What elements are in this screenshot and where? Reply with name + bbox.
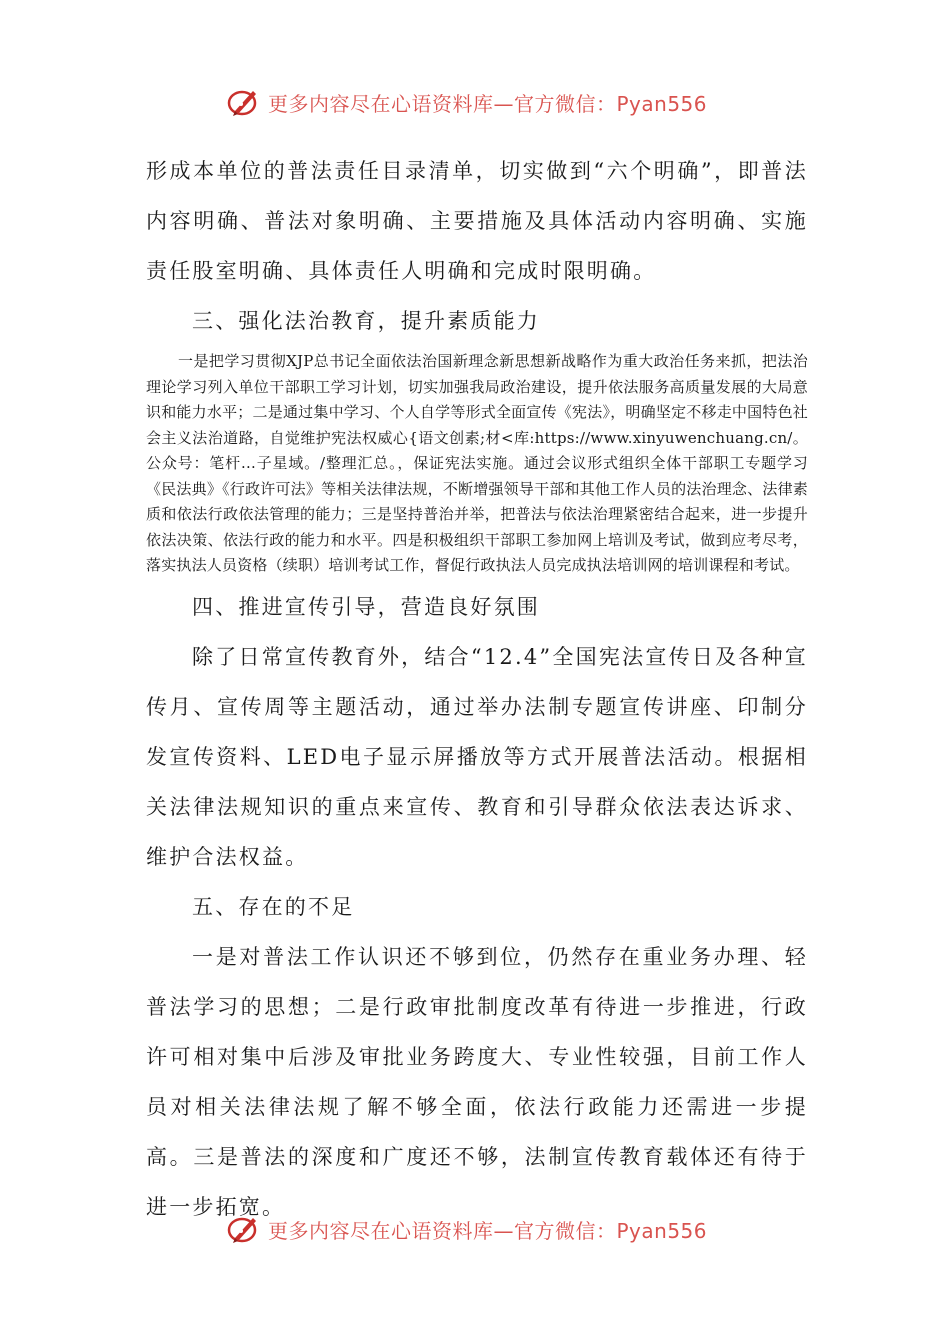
paragraph-shortcomings: 一是对普法工作认识还不够到位，仍然存在重业务办理、轻普法学习的思想；二是行政审批制度改革有待进一步推进，行政许可相对集中后涉及审批业务跨度大、专业性较强，目前工作人员对相关法律法规了解不够全面，依法行政能力还需进一步提高。三是普法的深度和广度还不够，法制宣传教育载体还有待于进一步拓宽。 [146,944,808,1219]
paragraph-law-education: 一是把学习贯彻XJP总书记全面依法治国新理念新思想新战略作为重大政治任务来抓，把法治理论学习列入单位干部职工学习计划，切实加强我局政治建设，提升依法服务高质量发展的大局意识和能力水平；二是通过集中学习、个人自学等形式全面宣传《宪法》，明确坚定不移走中国特色社会主义法治道路，自觉维护宪法权威心{语文创素;材<库:https://www.xinyuwenchuang.cn/。公众号：笔杆…子星域。/整理汇总。，保证宪法实施。通过会议形式组织全体干部职工专题学习《民法典》《行政许可法》等相关法律法规，不断增强领导干部和其他工作人员的法治理念、法律素质和依法行政依法管理的能力；三是坚持普治并举，把普法与依法治理紧密结合起来，进一步提升依法决策、依法行政的能力和水平。四是积极组织干部职工参加网上培训及考试，做到应考尽考，落实执法人员资格（续职）培训考试工作，督促行政执法人员完成执法培训网的培训课程和考试。 [146,352,808,574]
header-banner [226,82,726,122]
footer-banner [226,1209,726,1249]
pen-logo-icon [226,84,262,120]
footer-banner-text: 更多内容尽在心语资料库—官方微信：Pyan556 [268,1218,708,1243]
header-banner-text: 更多内容尽在心语资料库—官方微信：Pyan556 [268,91,708,116]
paragraph-responsibility-list: 形成本单位的普法责任目录清单，切实做到“六个明确”，即普法内容明确、普法对象明确、主要措施及具体活动内容明确、实施责任股室明确、具体责任人明确和完成时限明确。 [146,159,808,283]
section-heading-4: 四、推进宣传引导，营造良好氛围 [192,594,540,619]
section-heading-5: 五、存在的不足 [192,894,355,919]
pen-logo-icon [226,1211,262,1247]
document-body [146,146,808,1232]
section-heading-3: 三、强化法治教育，提升素质能力 [192,309,540,333]
paragraph-publicity: 除了日常宣传教育外，结合“12.4”全国宪法宣传日及各种宣传月、宣传周等主题活动，通过举办法制专题宣传讲座、印制分发宣传资料、LED电子显示屏播放等方式开展普法活动。根据相关法律法规知识的重点来宣传、教育和引导群众依法表达诉求、维护合法权益。 [146,644,808,869]
